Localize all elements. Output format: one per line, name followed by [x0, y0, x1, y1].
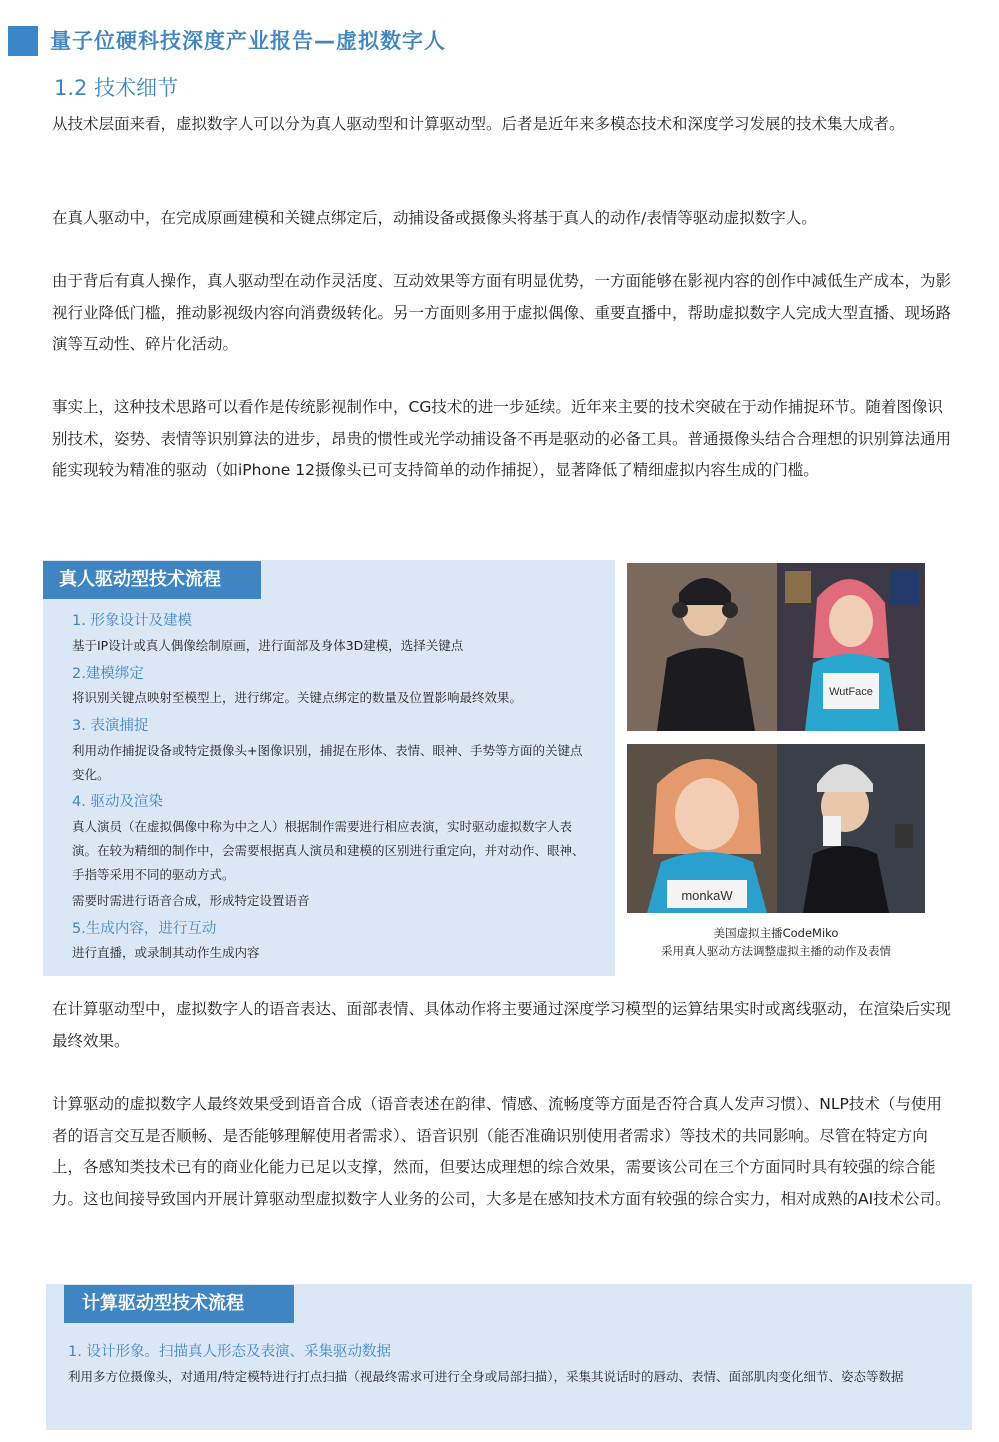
step-2-text: 将识别关键点映射至模型上，进行绑定。关键点绑定的数量及位置影响最终效果。 [72, 690, 523, 705]
codemiko-photo-bottom-illustration [627, 744, 925, 913]
step-4-title: 4. 驱动及渲染 [72, 794, 163, 810]
figure-caption [627, 924, 925, 960]
codemiko-photo-top [627, 563, 925, 731]
paragraph-2: 在真人驱动中，在完成原画建模和关键点绑定后，动捕设备或摄像头将基于真人的动作/表情等驱动虚拟数字人。 [52, 209, 817, 227]
paragraph-6: 计算驱动的虚拟数字人最终效果受到语音合成（语音表述在韵律、情感、流畅度等方面是否符合真人发声习惯）、NLP技术（与使用者的语言交互是否顺畅、是否能够理解使用者需求）、语音识别（能否准确识别使用者需求）等技术的共同影响。尽管在特定方向上，各感知类技术已有的商业化能力已足以支撑，然而，但要达成理想的综合效果，需要该公司在三个方面同时具有较强的综合能力。这也间接导致国内开展计算驱动型虚拟数字人业务的公司，大多是在感知技术方面有较强的综合实力，相对成熟的AI技术公司。 [52, 1095, 951, 1208]
step-1-title: 1. 形象设计及建模 [72, 613, 192, 629]
computation-step-1-title: 1. 设计形象。扫描真人形态及表演、采集驱动数据 [68, 1344, 391, 1360]
step-3-text: 利用动作捕捉设备或特定摄像头+图像识别，捕捉在形体、表情、眼神、手势等方面的关键点变化。 [72, 743, 583, 782]
computation-driven-process-title: 计算驱动型技术流程 [64, 1285, 294, 1323]
paragraph-1: 从技术层面来看，虚拟数字人可以分为真人驱动型和计算驱动型。后者是近年来多模态技术和深度学习发展的技术集大成者。 [52, 115, 905, 133]
paragraph-5: 在计算驱动型中，虚拟数字人的语音表达、面部表情、具体动作将主要通过深度学习模型的运算结果实时或离线驱动，在渲染后实现最终效果。 [52, 1000, 952, 1050]
step-5-title: 5.生成内容，进行互动 [72, 921, 217, 937]
paragraph-4: 事实上，这种技术思路可以看作是传统影视制作中，CG技术的进一步延续。近年来主要的技术突破在于动作捕捉环节。随着图像识别技术，姿势、表情等识别算法的进步，昂贵的惯性或光学动捕设备不再是驱动的必备工具。普通摄像头结合合理想的识别算法通用能实现较为精准的驱动（如iPhone 12摄像头已可支持简单的动作捕捉），显著降低了精细虚拟内容生成的门槛。 [52, 398, 952, 479]
step-1-text: 基于IP设计或真人偶像绘制原画，进行面部及身体3D建模，选择关键点 [72, 638, 464, 653]
figure-caption-line-1: 美国虚拟主播CodeMiko [713, 926, 839, 940]
shirt-text-wutface: WutFace [829, 686, 873, 698]
report-title: 量子位硬科技深度产业报告—虚拟数字人 [50, 29, 446, 53]
codemiko-photo-top-illustration [627, 563, 925, 731]
header-accent-block [8, 26, 38, 56]
figure-caption-line-2: 采用真人驱动方法调整虚拟主播的动作及表情 [661, 944, 891, 958]
shirt-text-monkaw: monkaW [681, 888, 733, 903]
computation-step-1-text: 利用多方位摄像头，对通用/特定模特进行打点扫描（视最终需求可进行全身或局部扫描），采集其说话时的唇动、表情、面部肌肉变化细节、姿态等数据 [68, 1369, 904, 1384]
step-3-title: 3. 表演捕捉 [72, 718, 149, 734]
human-driven-process-title: 真人驱动型技术流程 [43, 561, 261, 599]
step-5-text: 进行直播，或录制其动作生成内容 [72, 945, 260, 960]
section-heading: 1.2 技术细节 [54, 76, 179, 100]
paragraph-3: 由于背后有真人操作，真人驱动型在动作灵活度、互动效果等方面有明显优势，一方面能够在影视内容的创作中减低生产成本，为影视行业降低门槛，推动影视级内容向消费级转化。另一方面则多用于虚拟偶像、重要直播中，帮助虚拟数字人完成大型直播、现场路演等互动性、碎片化活动。 [52, 272, 952, 353]
step-4-text-2: 需要时需进行语音合成，形成特定设置语音 [72, 893, 310, 908]
codemiko-photo-bottom [627, 744, 925, 913]
step-4-text: 真人演员（在虚拟偶像中称为中之人）根据制作需要进行相应表演，实时驱动虚拟数字人表演。在较为精细的制作中，会需要根据真人演员和建模的区别进行重定向，并对动作、眼神、手指等采用不同的驱动方式。 [72, 819, 585, 882]
step-2-title: 2.建模绑定 [72, 666, 144, 682]
